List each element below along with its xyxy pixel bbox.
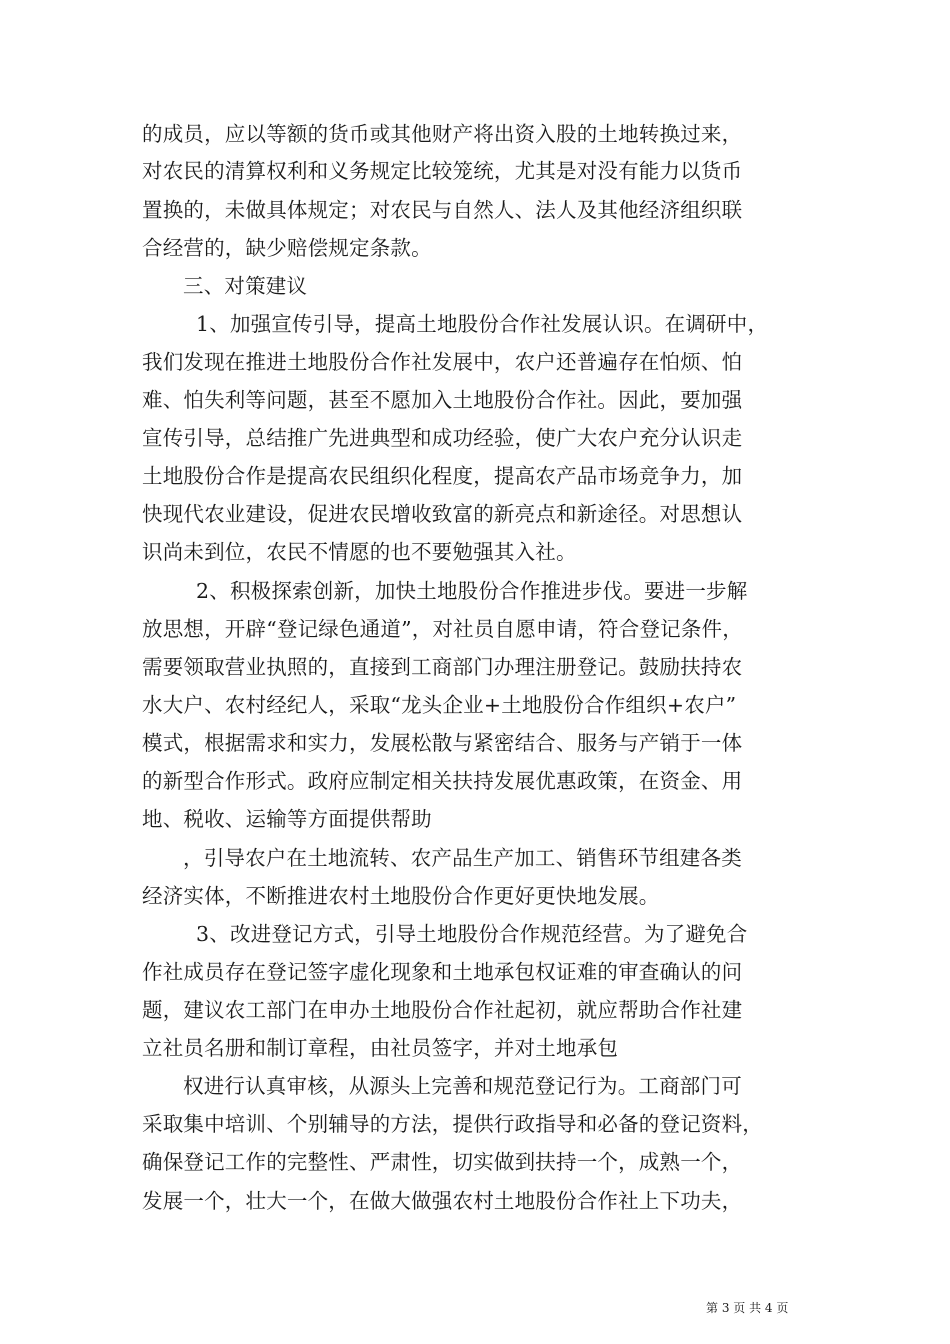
text-line: 权进行认真审核，从源头上完善和规范登记行为。工商部门可 [183,1074,742,1098]
text-line: 经济实体，不断推进农村土地股份合作更好更快地发展。 [142,884,660,908]
text-line: 对农民的清算权利和义务规定比较笼统，尤其是对没有能力以货币 [142,159,743,183]
text-line: ，引导农户在土地流转、农产品生产加工、销售环节组建各类 [183,846,742,870]
text-line: 地、税收、运输等方面提供帮助 [142,807,432,831]
text-line: 作社成员存在登记签字虚化现象和土地承包权证难的审查确认的问 [142,960,743,984]
text-line: 置换的，未做具体规定；对农民与自然人、法人及其他经济组织联 [142,198,743,222]
text-line: 确保登记工作的完整性、严肃性，切实做到扶持一个，成熟一个， [142,1150,743,1174]
page-number: 第 3 页 共 4 页 [706,1301,789,1315]
text-line: 的成员，应以等额的货币或其他财产将出资入股的土地转换过来， [142,122,743,146]
text-line: 难、怕失利等问题，甚至不愿加入土地股份合作社。因此，要加强 [142,388,743,412]
text-line: 识尚未到位，农民不情愿的也不要勉强其入社。 [142,540,577,564]
text-line: 2、积极探索创新，加快土地股份合作推进步伐。要进一步解 [196,579,748,603]
text-line: 水大户、农村经纪人，采取“龙头企业+土地股份合作组织+农户” [142,693,737,717]
text-line: 我们发现在推进土地股份合作社发展中，农户还普遍存在怕烦、怕 [142,350,743,374]
text-line: 3、改进登记方式，引导土地股份合作规范经营。为了避免合 [196,922,748,946]
text-line: 需要领取营业执照的，直接到工商部门办理注册登记。鼓励扶持农 [142,655,743,679]
text-line: 发展一个，壮大一个，在做大做强农村土地股份合作社上下功夫， [142,1189,743,1213]
text-line: 快现代农业建设，促进农民增收致富的新亮点和新途径。对思想认 [142,502,743,526]
text-line: 土地股份合作是提高农民组织化程度，提高农产品市场竞争力，加 [142,464,743,488]
text-line: 合经营的，缺少赔偿规定条款。 [142,236,432,260]
section-heading: 三、对策建议 [183,274,308,298]
text-line: 1、加强宣传引导，提高土地股份合作社发展认识。在调研中， [196,312,769,336]
text-line: 模式，根据需求和实力，发展松散与紧密结合、服务与产销于一体 [142,731,743,755]
text-line: 的新型合作形式。政府应制定相关扶持发展优惠政策，在资金、用 [142,769,743,793]
text-line: 题，建议农工部门在申办土地股份合作社起初，就应帮助合作社建 [142,998,743,1022]
text-line: 立社员名册和制订章程，由社员签字，并对土地承包 [142,1036,619,1060]
text-line: 采取集中培训、个别辅导的方法，提供行政指导和必备的登记资料， [142,1112,763,1136]
text-line: 放思想，开辟“登记绿色通道”，对社员自愿申请，符合登记条件， [142,617,743,641]
text-line: 宣传引导，总结推广先进典型和成功经验，使广大农户充分认识走 [142,426,743,450]
